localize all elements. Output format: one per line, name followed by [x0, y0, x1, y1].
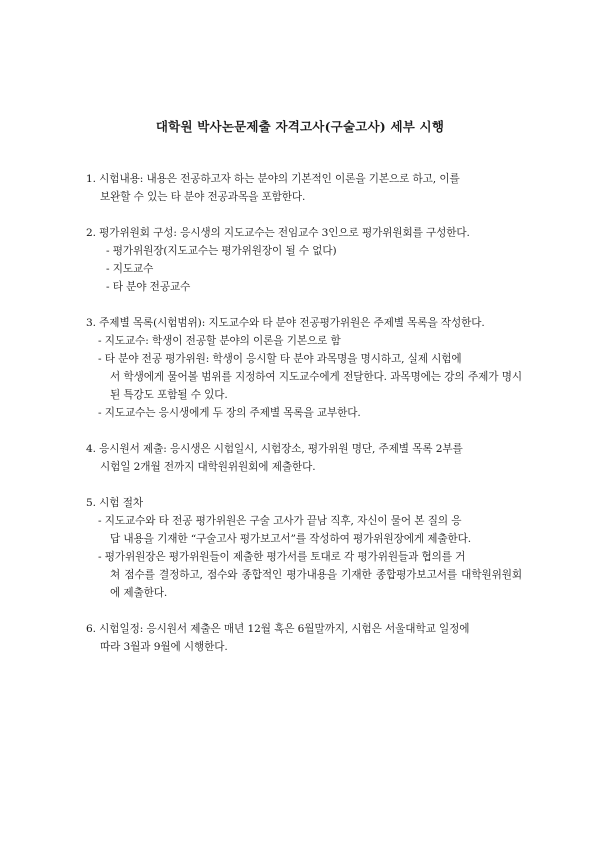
section-heading: 3. 주제별 목록(시험범위): 지도교수와 타 분야 전공평가위원은 주제별 목록을 작성한다.	[86, 317, 485, 329]
list-item: - 타 분야 전공교수	[106, 281, 191, 293]
section-2-committee	[86, 224, 522, 296]
section-heading: 4. 응시원서 제출: 응시생은 시험일시, 시험장소, 평가위원 명단, 주제별 목록 2부를	[86, 443, 463, 455]
section-4-application	[86, 440, 522, 476]
section-3-topic-list	[86, 314, 522, 422]
document-body	[86, 170, 522, 674]
section-continuation: 보완할 수 있는 타 분야 전공과목을 포함한다.	[100, 191, 306, 203]
document-title: 대학원 박사논문제출 자격고사(구술고사) 세부 시행	[155, 119, 445, 134]
section-heading: 6. 시험일정: 응시원서 제출은 매년 12월 혹은 6월말까지, 시험은 서울대학교 일정에	[86, 623, 470, 635]
list-item: - 지도교수	[106, 263, 154, 275]
list-item	[86, 512, 522, 548]
list-item-continuation: 쳐 점수를 결정하고, 점수와 종합적인 평가내용을 기재한 종합평가보고서를 대학원위원회에 제출한다.	[110, 569, 522, 599]
list-item-text: - 지도교수는 응시생에게 두 장의 주제별 목록을 교부한다.	[98, 407, 361, 419]
list-item-text: - 지도교수: 학생이 전공할 분야의 이론을 기본으로 함	[98, 335, 341, 347]
section-heading: 2. 평가위원회 구성: 응시생의 지도교수는 전임교수 3인으로 평가위원회를 구성한다.	[86, 227, 470, 239]
section-5-procedure	[86, 494, 522, 602]
section-1-exam-content	[86, 170, 522, 206]
section-6-schedule	[86, 620, 522, 656]
list-item	[86, 332, 522, 350]
section-heading: 5. 시험 절차	[86, 497, 143, 509]
section-continuation: 시험일 2개월 전까지 대학원위원회에 제출한다.	[100, 461, 316, 473]
list-item: - 평가위원장(지도교수는 평가위원장이 될 수 없다)	[106, 245, 337, 257]
section-heading: 1. 시험내용: 내용은 전공하고자 하는 분야의 기본적인 이론을 기본으로 하고, 이를	[86, 173, 460, 185]
section-continuation: 따라 3월과 9월에 시행한다.	[100, 641, 228, 653]
list-item	[86, 404, 522, 422]
list-item-text: - 타 분야 전공 평가위원: 학생이 응시할 타 분야 과목명을 명시하고, 실제 시험에	[98, 353, 462, 365]
list-item-continuation: 서 학생에게 물어볼 범위를 지정하여 지도교수에게 전달한다. 과목명에는 강의 주제가 명시된 특강도 포함될 수 있다.	[110, 371, 522, 401]
list-item-text: - 평가위원장은 평가위원들이 제출한 평가서를 토대로 각 평가위원들과 협의를 거	[98, 551, 466, 563]
list-item-text: - 지도교수와 타 전공 평가위원은 구술 고사가 끝남 직후, 자신이 물어 본 질의 응	[98, 515, 462, 527]
list-item-continuation: 답 내용을 기재한 “구술고사 평가보고서”를 작성하여 평가위원장에게 제출한다.	[110, 533, 472, 545]
list-item	[86, 350, 522, 404]
list-item	[86, 548, 522, 602]
